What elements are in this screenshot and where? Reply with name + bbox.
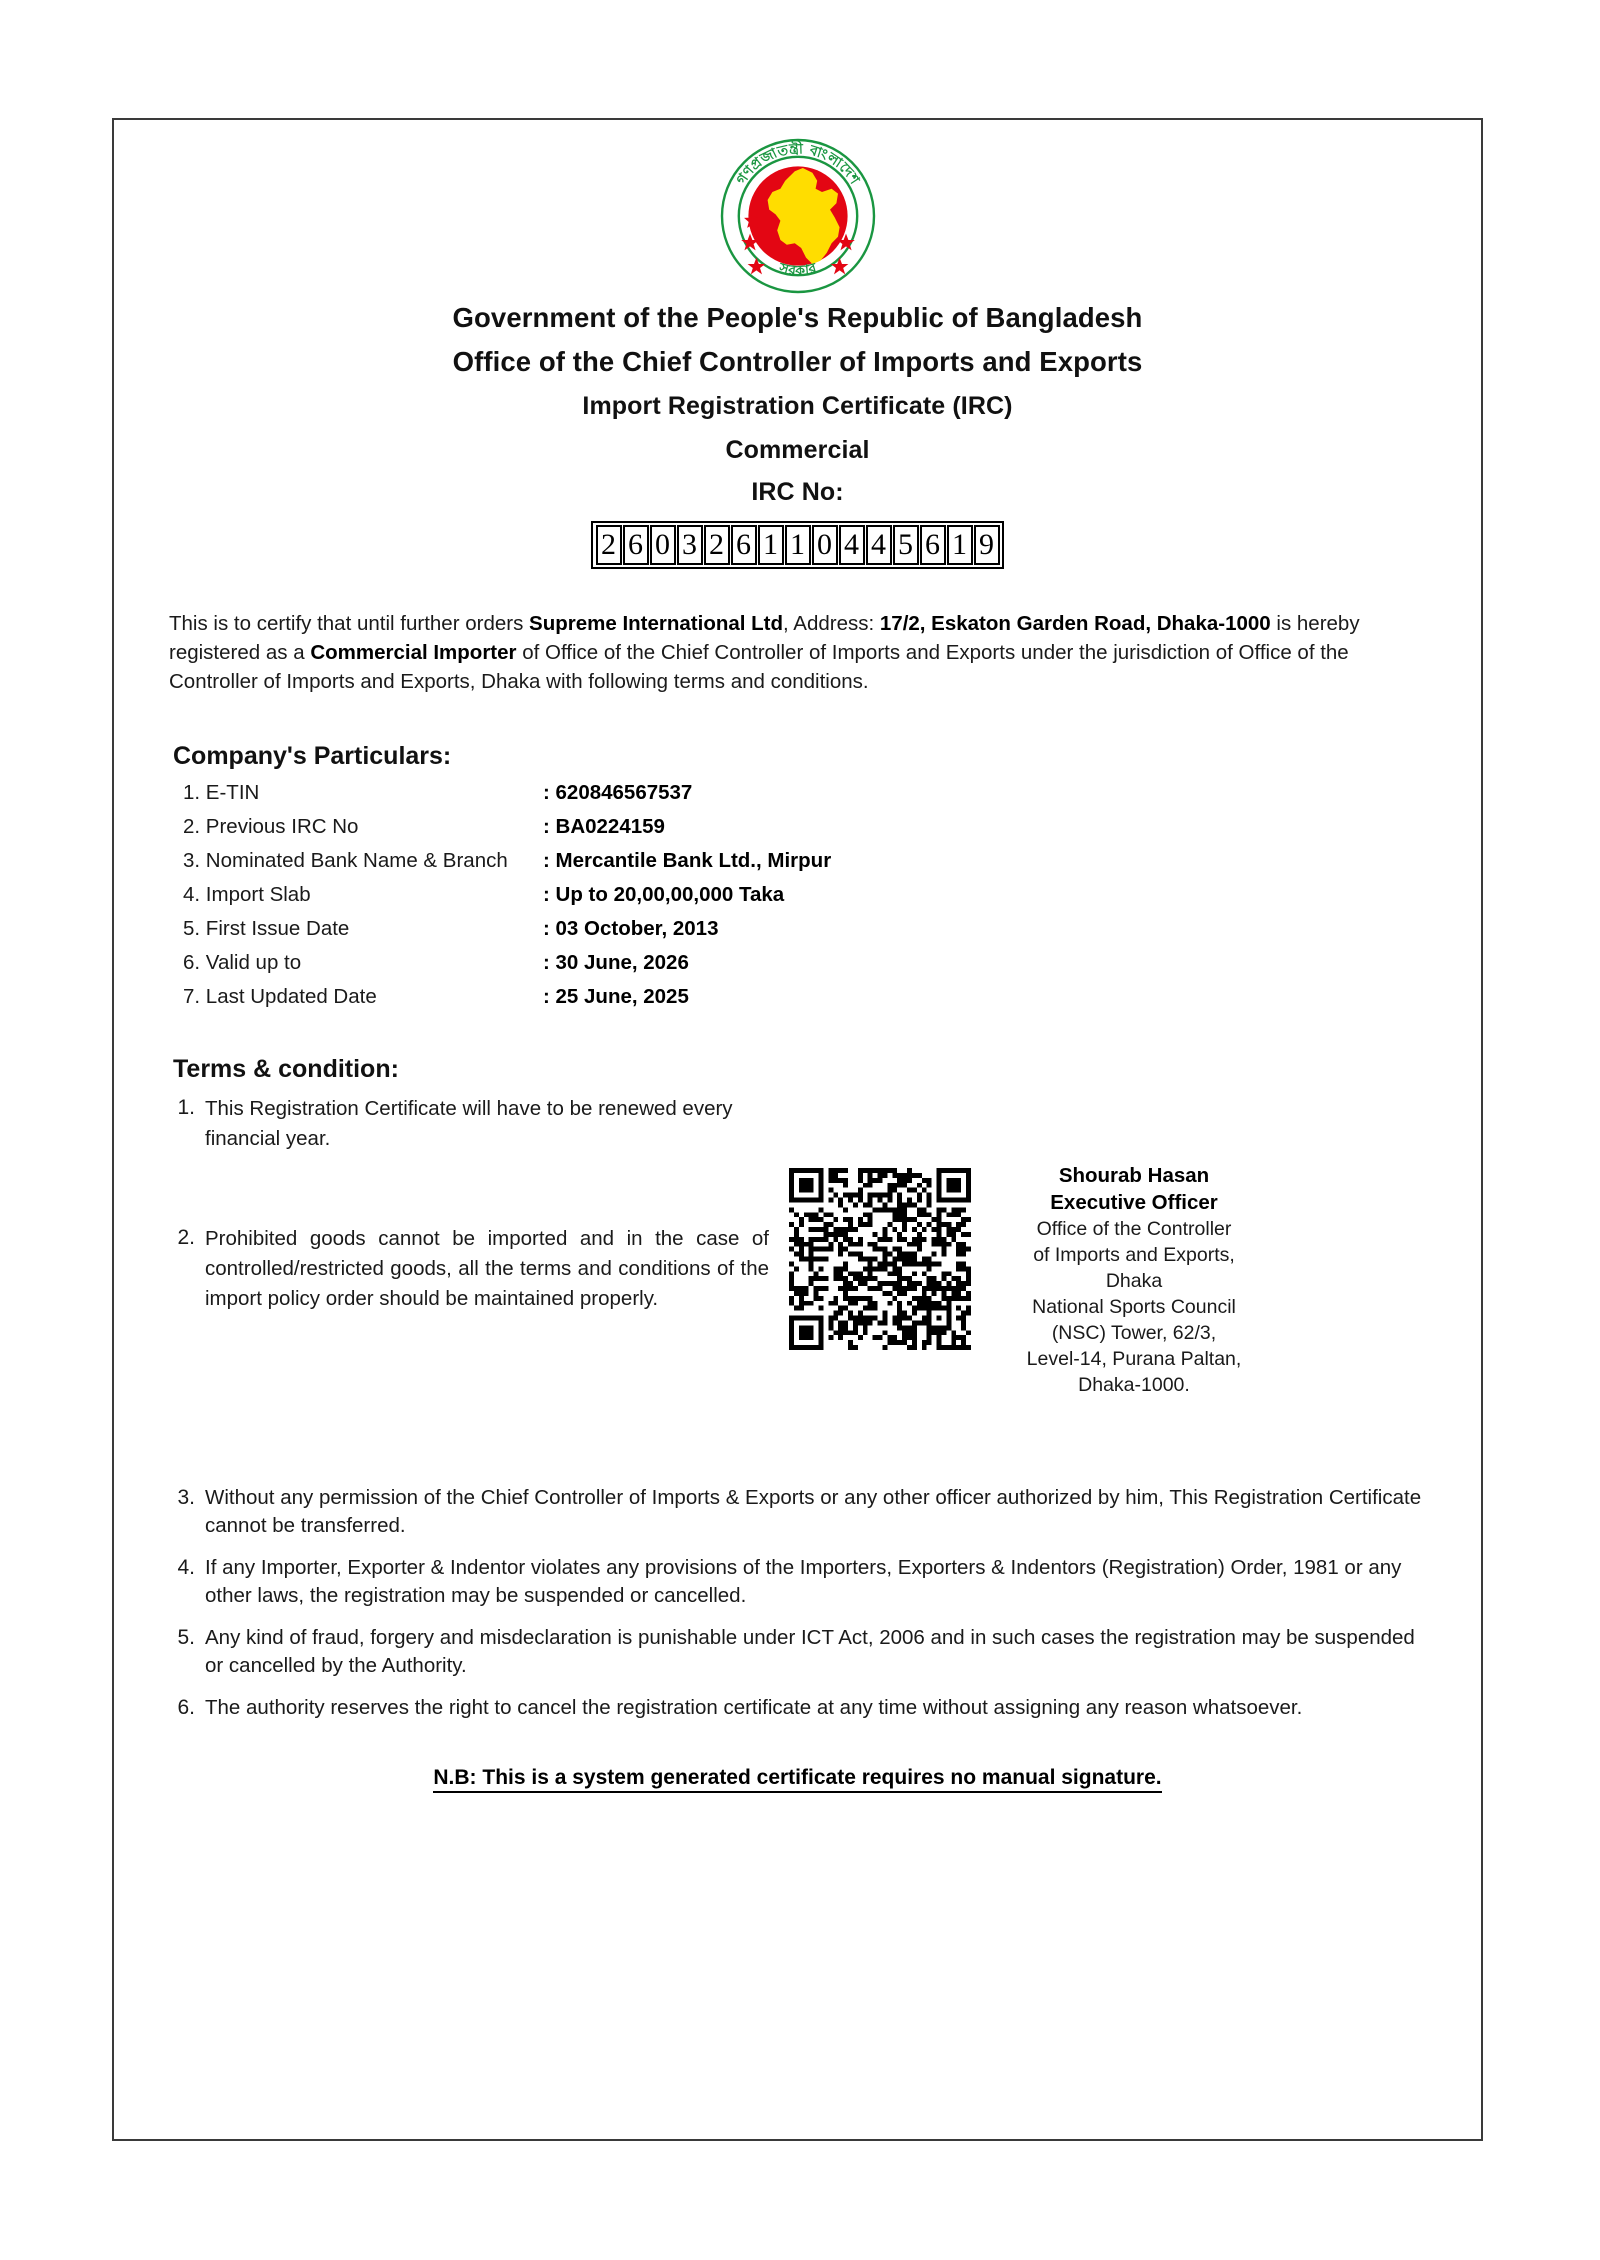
office-line-6: Level-14, Purana Paltan, (1026, 1348, 1242, 1370)
particular-label: 2. Previous IRC No (183, 815, 359, 838)
term-text: Any kind of fraud, forgery and misdeclaration is punishable under ICT Act, 2006 and in such cases the registration may be suspended or cancelled by the Authority. (205, 1626, 1415, 1677)
term-number: 6. (177, 1696, 195, 1719)
office-line-2: of Imports and Exports, (1033, 1244, 1235, 1266)
irc-digit-cell: 2 (704, 525, 730, 565)
terms-list-second (169, 1168, 769, 1314)
certify-suffix: of Office of the Chief Controller of Imports and Exports under the jurisdiction of Office of the Controller of Imports and Exports, Dhaka with following terms and conditions. (169, 641, 1349, 693)
irc-digit-cell: 1 (947, 525, 973, 565)
particular-value: : 25 June, 2025 (543, 985, 689, 1008)
particular-label: 6. Valid up to (183, 951, 302, 974)
note-line (169, 1766, 1426, 1790)
irc-digit-cell: 6 (731, 525, 757, 565)
certify-paragraph (169, 609, 1426, 696)
particular-value: : BA0224159 (543, 815, 665, 838)
irc-digit-cell: 4 (866, 525, 892, 565)
term-item (169, 1624, 1426, 1680)
irc-digit-cell: 5 (893, 525, 919, 565)
header-line-irc-label: IRC No: (751, 478, 844, 506)
term-item (169, 1694, 1426, 1722)
irc-number-boxes (591, 521, 1004, 569)
certificate-page (112, 118, 1483, 2141)
officer-name: Shourab Hasan (1058, 1164, 1210, 1187)
particular-value: : 30 June, 2026 (543, 951, 689, 974)
term-number: 4. (177, 1556, 195, 1579)
term-item (169, 1224, 769, 1314)
particular-label: 3. Nominated Bank Name & Branch (183, 849, 508, 872)
officer-title: Executive Officer (1050, 1191, 1218, 1214)
header-line-category: Commercial (725, 436, 870, 464)
certify-address: 17/2, Eskaton Garden Road, Dhaka-1000 (879, 612, 1271, 635)
header-line-government: Government of the People's Republic of Bangladesh (452, 302, 1143, 333)
particular-row (183, 849, 1426, 873)
particular-value: : Mercantile Bank Ltd., Mirpur (543, 849, 832, 872)
terms-list-rest (169, 1484, 1426, 1722)
term-item (169, 1484, 1426, 1540)
office-line-7: Dhaka-1000. (1078, 1374, 1190, 1396)
qr-signature-band (169, 1164, 1426, 1468)
particulars-list (169, 781, 1426, 1009)
certify-company-name: Supreme International Ltd (529, 612, 784, 635)
particular-label: 4. Import Slab (183, 883, 311, 906)
particular-row (183, 883, 1426, 907)
irc-digit-cell: 2 (596, 525, 622, 565)
term-text: Without any permission of the Chief Controller of Imports & Exports or any other officer authorized by him, This Registration Certificate cannot be transferred. (205, 1486, 1422, 1537)
irc-digit-cell: 4 (839, 525, 865, 565)
header-line-certificate-type: Import Registration Certificate (IRC) (582, 392, 1013, 420)
term-number: 3. (177, 1486, 195, 1509)
term-text: The authority reserves the right to cancel the registration certificate at any time without assigning any reason whatsoever. (205, 1696, 1303, 1719)
irc-digit-cell: 9 (974, 525, 1000, 565)
irc-digit-cell: 1 (758, 525, 784, 565)
particular-value: : 03 October, 2013 (543, 917, 719, 940)
irc-digit-cell: 3 (677, 525, 703, 565)
note-text: N.B: This is a system generated certificate requires no manual signature. (433, 1766, 1161, 1793)
qr-code[interactable] (789, 1168, 971, 1350)
bangladesh-government-emblem-icon (718, 136, 878, 296)
header-line-office: Office of the Chief Controller of Imports and Exports (452, 346, 1143, 377)
irc-digit-cell: 6 (920, 525, 946, 565)
office-line-5: (NSC) Tower, 62/3, (1051, 1322, 1217, 1344)
particular-row (183, 781, 1426, 805)
term-number: 5. (177, 1626, 195, 1649)
certify-importer-type: Commercial Importer (310, 641, 517, 664)
particular-row (183, 917, 1426, 941)
irc-digit-cell: 0 (812, 525, 838, 565)
particular-label: 1. E-TIN (183, 781, 260, 804)
svg-text:গণপ্রজাতন্ত্রী বাংলাদেশ: গণপ্রজাতন্ত্রী বাংলাদেশ (732, 141, 863, 188)
term-text: If any Importer, Exporter & Indentor violates any provisions of the Importers, Exporters & Indentors (Registration) Order, 1981 or any other laws, the registration may be suspended or cancelled. (205, 1556, 1402, 1607)
svg-text:সরকার: সরকার (776, 260, 819, 280)
office-line-3: Dhaka (1105, 1270, 1163, 1292)
particular-label: 7. Last Updated Date (183, 985, 377, 1008)
particular-value: : Up to 20,00,00,000 Taka (543, 883, 785, 906)
particulars-title: Company's Particulars: (173, 742, 452, 770)
particular-row (183, 815, 1426, 839)
qr-code-block (789, 1168, 971, 1350)
terms-title: Terms & condition: (173, 1055, 399, 1083)
certify-prefix: This is to certify that until further orders (169, 612, 530, 635)
particular-row (183, 951, 1426, 975)
term-text: Prohibited goods cannot be imported and in the case of controlled/restricted goods, all the terms and conditions of the import policy order should be maintained properly. (205, 1227, 769, 1310)
particular-label: 5. First Issue Date (183, 917, 350, 940)
term-item (169, 1094, 769, 1154)
term-text: This Registration Certificate will have to be renewed every financial year. (205, 1097, 733, 1150)
term-number: 1. (177, 1096, 195, 1119)
signature-block (999, 1162, 1269, 1398)
office-line-4: National Sports Council (1032, 1296, 1236, 1318)
term-number: 2. (177, 1226, 195, 1249)
irc-digit-cell: 0 (650, 525, 676, 565)
office-line-1: Office of the Controller (1036, 1218, 1232, 1240)
emblem-container (169, 120, 1426, 296)
certify-mid: is hereby registered as a (169, 612, 1360, 664)
irc-digit-cell: 6 (623, 525, 649, 565)
certify-address-label: , Address: (783, 612, 880, 635)
term-item (169, 1554, 1426, 1610)
particular-row (183, 985, 1426, 1009)
irc-digit-cell: 1 (785, 525, 811, 565)
particular-value: : 620846567537 (543, 781, 693, 804)
irc-number-row (169, 516, 1426, 569)
terms-list-top (169, 1094, 769, 1154)
